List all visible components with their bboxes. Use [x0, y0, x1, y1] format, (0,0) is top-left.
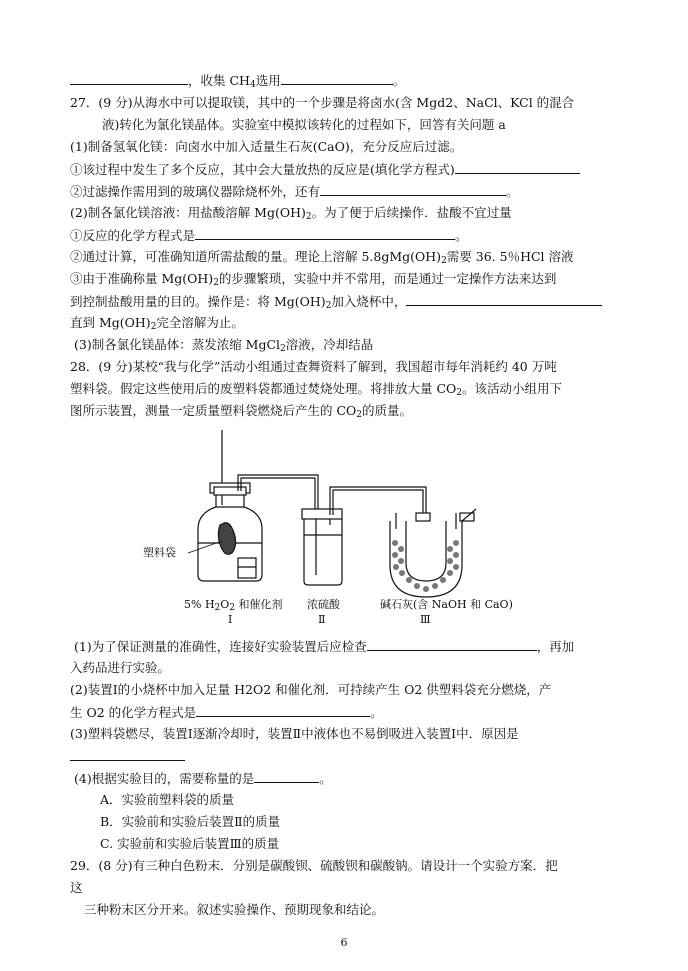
- text: 生 O2 的化学方程式是: [70, 705, 197, 720]
- answer-blank[interactable]: [195, 227, 455, 240]
- text: 直到 Mg(OH): [70, 315, 151, 330]
- u-tube-iii: [390, 509, 476, 597]
- text: 。为了便于后续操作．盐酸不宜过量: [311, 205, 512, 220]
- text: 完全溶解为止。: [156, 315, 244, 330]
- text: 的质量。: [362, 403, 413, 418]
- text: (1)为了保证测量的准确性，连接好实验装置后应检查: [74, 639, 367, 654]
- num-i: Ⅰ: [228, 613, 233, 626]
- text: ①反应的化学方程式是: [70, 228, 196, 243]
- option-b: B．实验前和实验后装置Ⅱ的质量: [100, 814, 281, 829]
- q27-part3: [74, 337, 373, 357]
- text: (2)制各氯化镁溶液：用盐酸溶解 Mg(OH): [70, 205, 306, 220]
- q29-stem-cont2: 三种粉末区分开来。叙述实验操作、预期现象和结论。: [84, 902, 385, 917]
- q28-2: (2)装置Ⅰ的小烧杯中加入足量 H2O2 和催化剂．可持续产生 O2 供塑料袋充分燃烧，产: [70, 682, 552, 697]
- subscript: 2: [214, 603, 221, 613]
- num-ii: Ⅱ: [318, 613, 326, 626]
- text: 。: [392, 73, 406, 88]
- q27-stem: 27．(9 分)从海水中可以提取镁，其中的一个步骤是将卤水(含 Mgd2、NaCl、KCl 的混合: [70, 95, 575, 110]
- answer-blank[interactable]: [455, 161, 580, 174]
- subscript: 2: [280, 344, 286, 354]
- text: 加入烧杯中，: [331, 294, 407, 309]
- text: 和催化剂: [235, 598, 283, 611]
- subscript: 2: [441, 256, 447, 266]
- q28-3: (3)塑料袋燃尽，装置Ⅰ逐渐冷却时，装置Ⅱ中液体也不易倒吸进入装置Ⅰ中．原因是: [70, 726, 519, 741]
- text: 溶液，冷却结晶: [285, 337, 374, 352]
- q27-part1: (1)制备氢氧化镁：向卤水中加入适量生石灰(CaO)，充分反应后过滤。: [70, 139, 463, 154]
- text: O: [220, 598, 230, 611]
- q28-1: [74, 638, 574, 655]
- q27-1a: [70, 161, 580, 178]
- text: 。: [455, 228, 468, 243]
- text: 需要 36. 5％HCl 溶液: [446, 249, 574, 264]
- option-c: C. 实验前和实验后装置Ⅲ的质量: [100, 836, 280, 851]
- subscript: 2: [213, 278, 219, 288]
- text: (4)根据实验目的，需要称量的是: [74, 771, 255, 786]
- answer-blank[interactable]: [70, 72, 188, 85]
- answer-blank[interactable]: [281, 72, 393, 85]
- label-plastic-bag: 塑料袋: [143, 546, 176, 559]
- q27-1b: [70, 183, 519, 200]
- q28-1-cont: 入药品进行实验。: [70, 660, 171, 675]
- bottle-i: [198, 475, 318, 581]
- answer-blank[interactable]: [320, 183, 506, 196]
- text: ，再加: [536, 639, 575, 654]
- text: 塑料袋。假定这些使用后的废塑料袋都通过焚烧处理。将排放大量 CO: [70, 381, 457, 396]
- option-a: A．实验前塑料袋的质量: [100, 792, 235, 807]
- text: ③由于准确称量 Mg(OH): [70, 271, 214, 286]
- subscript: 2: [229, 603, 236, 613]
- label-apparatus-ii: 浓硫酸: [307, 598, 340, 611]
- q27-2b: [70, 249, 574, 269]
- q29-stem-cont: 这: [70, 880, 83, 895]
- subscript: 4: [249, 80, 256, 90]
- q27-2e: [70, 315, 244, 335]
- answer-blank[interactable]: [367, 638, 537, 651]
- answer-blank[interactable]: [406, 293, 602, 306]
- q28-2-cont: [70, 704, 383, 721]
- text: 选用: [255, 73, 281, 88]
- text: 图所示装置，测量一定质量塑料袋燃烧后产生的 CO: [70, 403, 357, 418]
- text: ②通过计算，可准确知道所需盐酸的量。理论上溶解 5.8gMg(OH): [70, 249, 442, 264]
- q28-stem-cont2: [70, 403, 412, 423]
- q28-3-blank: [70, 748, 185, 765]
- subscript: 2: [356, 410, 363, 420]
- answer-blank[interactable]: [70, 748, 185, 761]
- subscript: 2: [150, 322, 157, 332]
- line-1: [70, 72, 405, 93]
- answer-blank[interactable]: [196, 704, 370, 717]
- label-apparatus-i: [184, 597, 283, 616]
- text: 。: [370, 705, 383, 720]
- q27-2c: [70, 271, 556, 291]
- text: ②过滤操作需用到的玻璃仪器除烧杯外，还有: [70, 184, 321, 199]
- q29-stem: 29．(8 分)有三种白色粉末．分别是碳酸钡、硫酸钡和碳酸钠。请设计一个实验方案．把: [70, 858, 558, 873]
- subscript: 2: [305, 212, 312, 222]
- text: ，收集 CH: [188, 73, 250, 88]
- answer-blank[interactable]: [254, 770, 319, 783]
- text: 。: [506, 184, 519, 199]
- subscript: 2: [325, 301, 332, 311]
- text: 到控制盐酸用量的目的。操作是：将 Mg(OH): [70, 294, 326, 309]
- num-iii: Ⅲ: [420, 613, 431, 626]
- q28-stem-cont: [70, 381, 562, 401]
- text: 5% H: [184, 598, 215, 611]
- text: 。: [319, 771, 332, 786]
- q28-stem: 28．(9 分)某校“我与化学”活动小组通过查舞资料了解到，我国超市每年消耗约 40 万吨: [70, 359, 557, 374]
- q27-part2: [70, 205, 512, 225]
- subscript: 2: [456, 388, 463, 398]
- text: 的步骤繁琐，实验中并不常用，而是通过一定操作方法来达到: [218, 271, 557, 286]
- text: ①该过程中发生了多个反应，其中会大量放热的反应是(填化学方程式): [70, 162, 455, 177]
- text: (3)制各氯化镁晶体：蒸发浓缩 MgCl: [74, 337, 281, 352]
- q27-2a: [70, 227, 468, 244]
- label-apparatus-iii: 碱石灰(含 NaOH 和 CaO): [380, 598, 513, 611]
- q27-2d: [70, 293, 602, 314]
- page-number: 6: [340, 936, 348, 949]
- q27-stem-cont: 液)转化为氯化镁晶体。实验室中模拟该转化的过程如下，回答有关问题 a: [102, 117, 506, 132]
- text: 。该活动小组用下: [462, 381, 563, 396]
- q28-4: [74, 770, 332, 787]
